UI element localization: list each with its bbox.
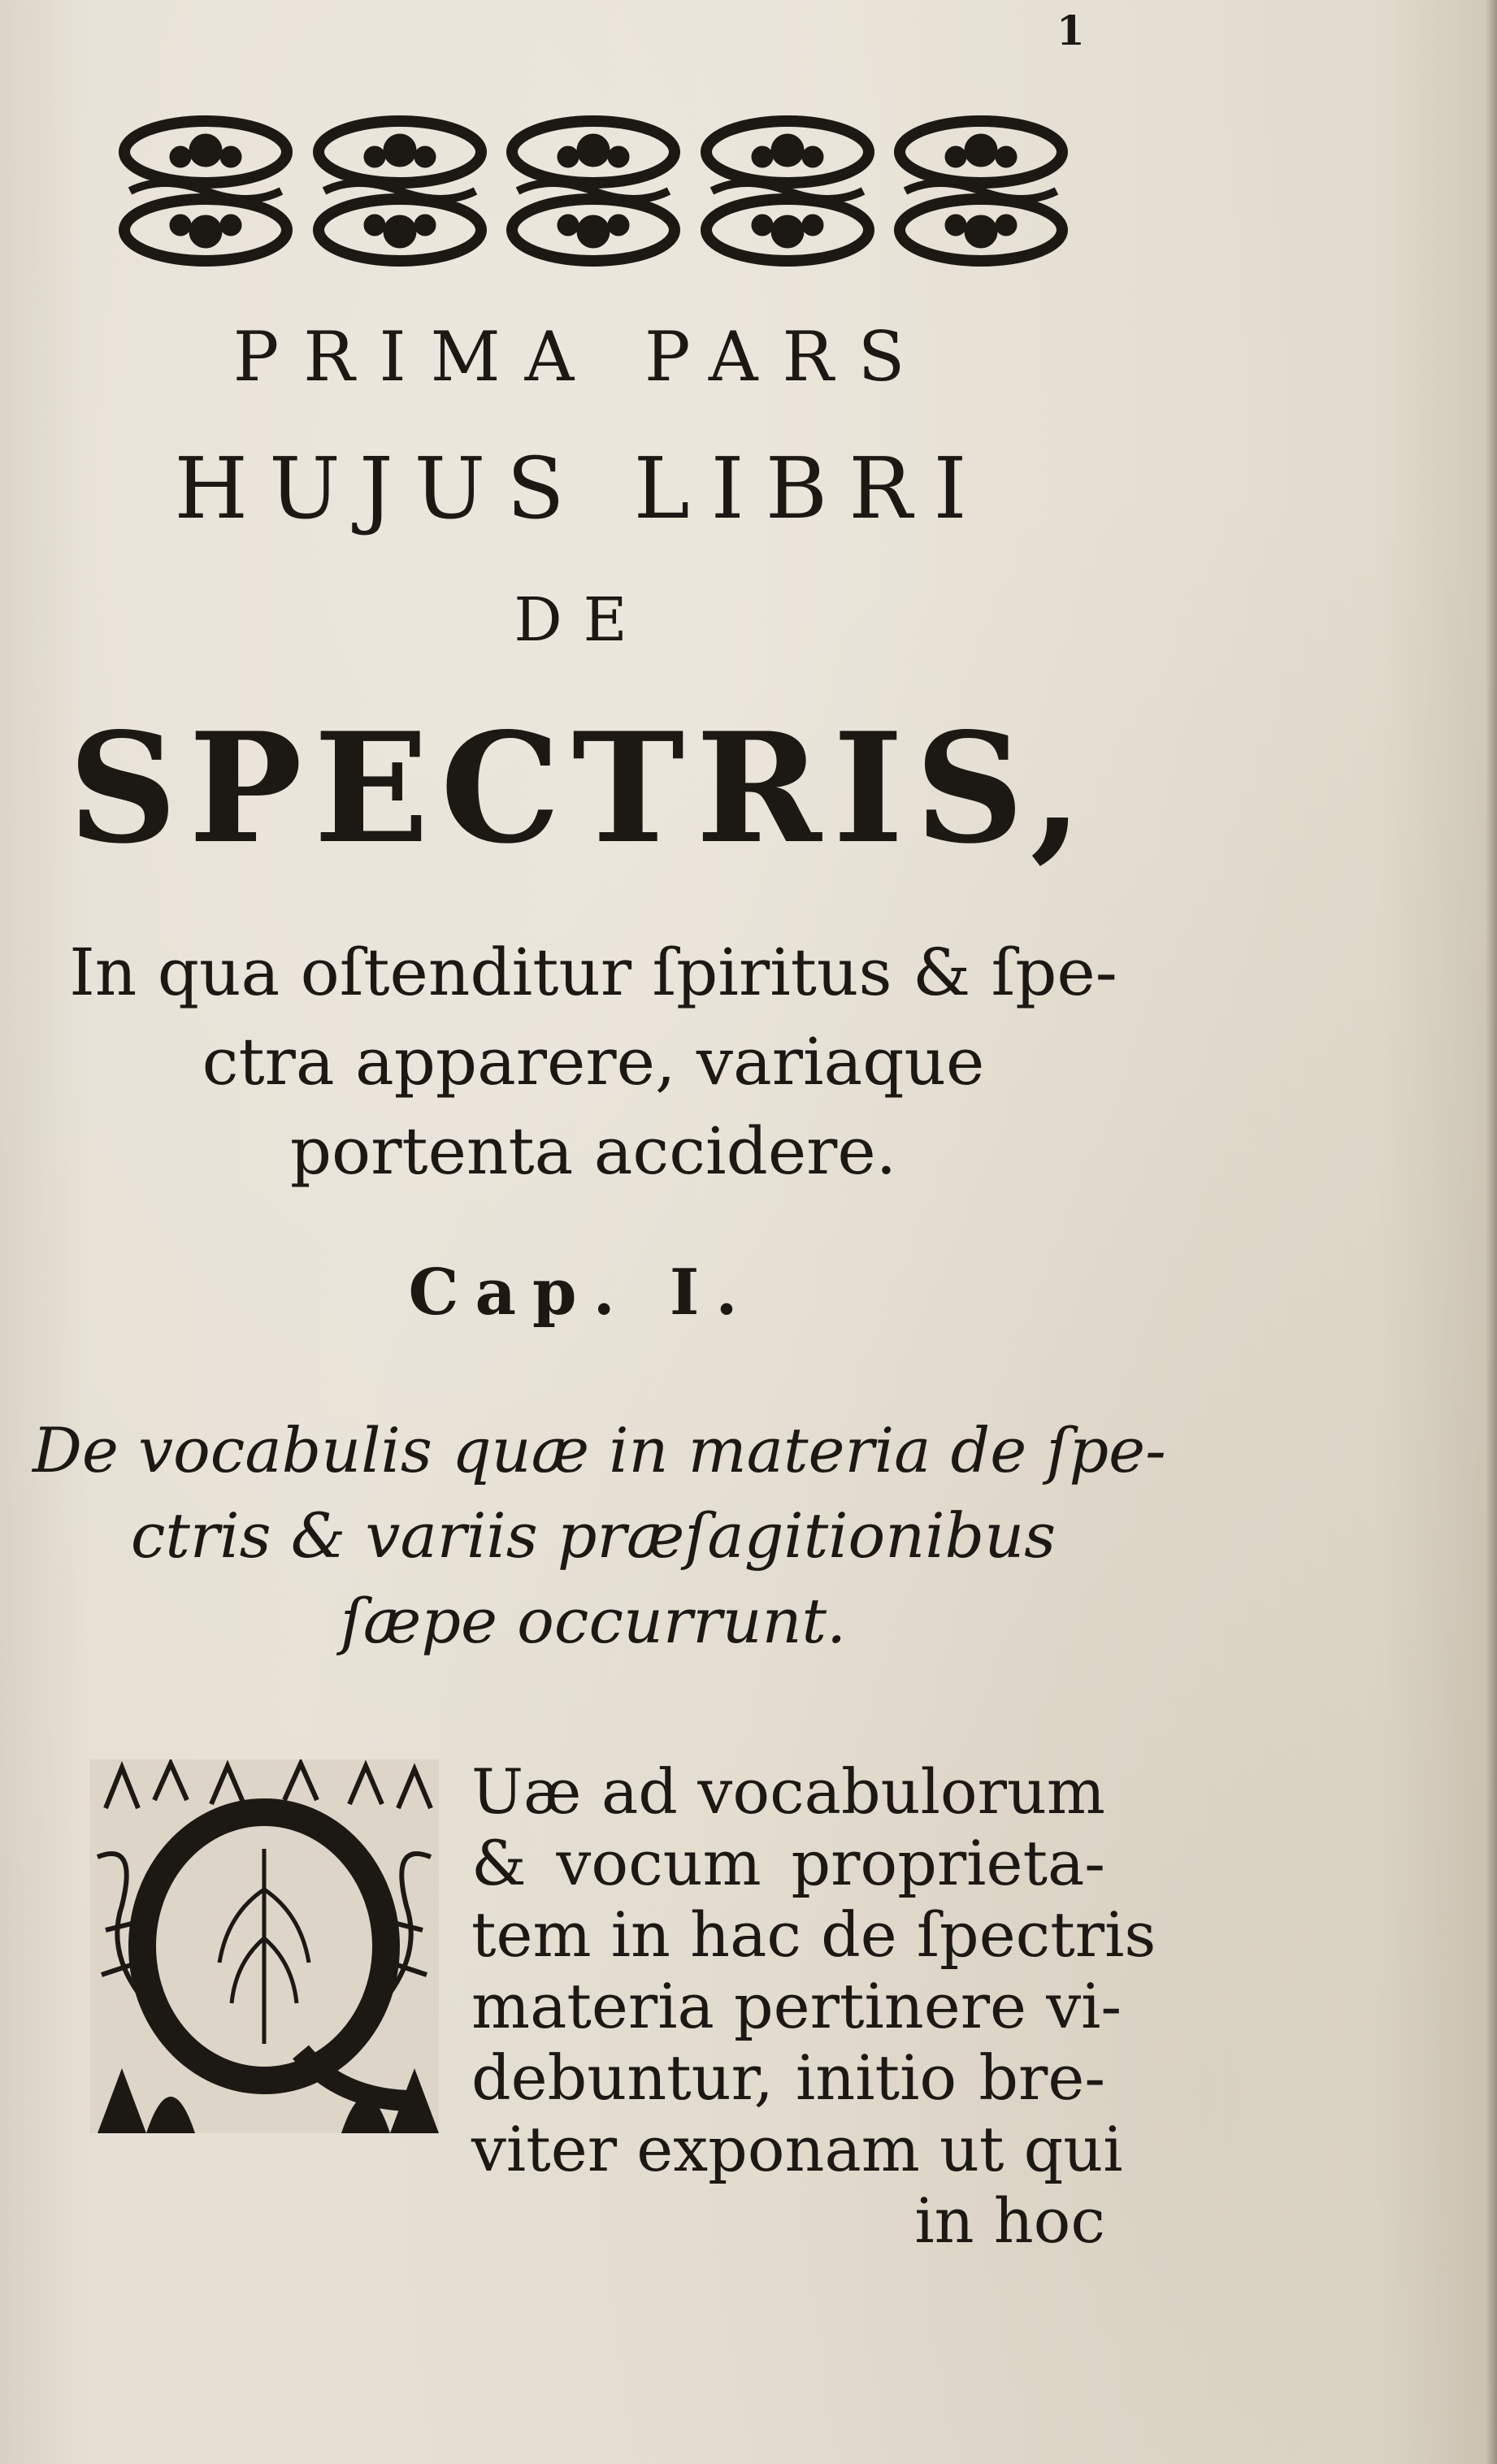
subtitle-line: ctra apparere, variaque bbox=[202, 1024, 985, 1100]
fleuron-ornament-icon bbox=[889, 110, 1073, 272]
chapter-number: Cap. I. bbox=[408, 1256, 754, 1330]
fleuron-ornament-icon bbox=[308, 110, 492, 272]
chapter-heading-line: ſæpe occurrunt. bbox=[340, 1585, 847, 1657]
subtitle-line: In qua oſtenditur ſpiritus & ſpe- bbox=[69, 935, 1117, 1010]
chapter-heading-line: ctris & variis præſagitionibus bbox=[130, 1499, 1057, 1572]
chapter-heading-line: De vocabulis quæ in materia de ſpe- bbox=[33, 1414, 1166, 1486]
body-text-line: viter exponam ut qui bbox=[471, 2113, 1123, 2185]
body-text-line: in hoc bbox=[914, 2184, 1105, 2257]
body-text-line: tem in hac de ſpectris bbox=[471, 1898, 1156, 1971]
fleuron-ornament-icon bbox=[114, 110, 297, 272]
page-number: 1 bbox=[1057, 7, 1085, 54]
title-line-hujus-libri: HUJUS LIBRI bbox=[174, 439, 988, 538]
body-text-line: debuntur, initio bre- bbox=[471, 2041, 1105, 2114]
title-line-prima-pars: PRIMA PARS bbox=[232, 317, 930, 397]
title-line-de: DE bbox=[514, 585, 649, 655]
subtitle-line: portenta accidere. bbox=[289, 1113, 897, 1189]
body-text-line: Uæ ad vocabulorum bbox=[471, 1755, 1105, 1828]
fleuron-ornament-icon bbox=[696, 110, 879, 272]
body-text-line: & vocum proprieta- bbox=[471, 1827, 1105, 1899]
title-line-spectris: SPECTRIS, bbox=[67, 699, 1095, 877]
page-edge-shadow bbox=[1486, 0, 1497, 2464]
fleuron-ornament-icon bbox=[501, 110, 685, 272]
decorated-initial-q-icon bbox=[89, 1759, 439, 2133]
body-text-line: materia pertinere vi- bbox=[471, 1970, 1122, 2042]
ornamental-headpiece bbox=[114, 110, 1073, 272]
